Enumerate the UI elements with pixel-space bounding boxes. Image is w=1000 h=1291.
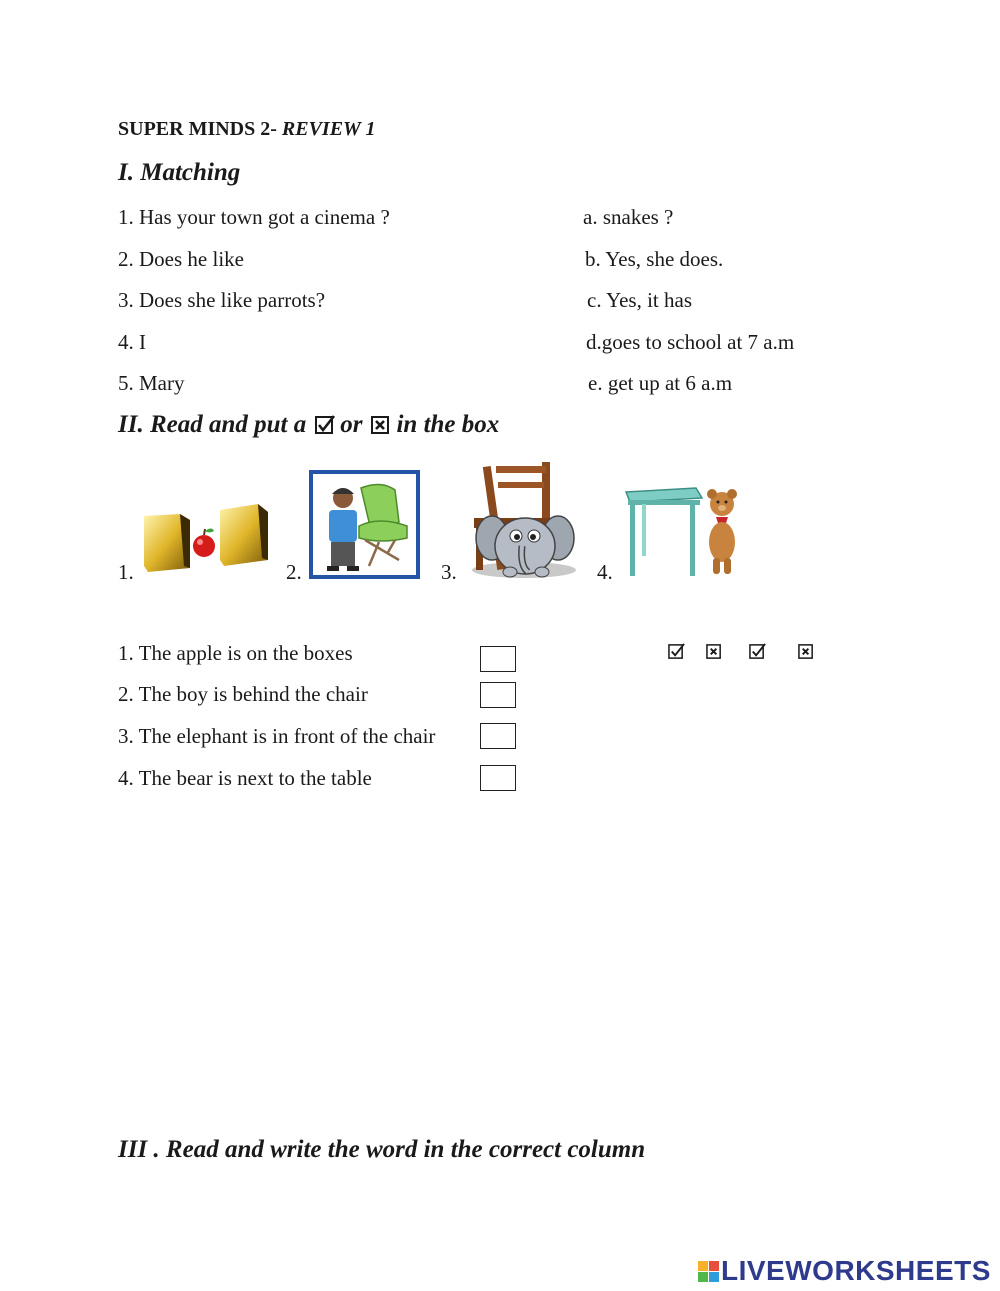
section2-title-start: II. Read and put a xyxy=(118,411,307,438)
answer-box-3[interactable] xyxy=(480,723,516,749)
logo-block-e xyxy=(709,1272,719,1282)
cross-box-icon[interactable] xyxy=(706,643,723,660)
picture-number-3: 3. xyxy=(441,560,457,584)
logo-block-l xyxy=(698,1261,708,1271)
matching-question-2: 2. Does he like xyxy=(118,247,244,271)
answer-box-1[interactable] xyxy=(480,646,516,672)
check-box-icon[interactable] xyxy=(749,643,766,660)
section2-title xyxy=(118,411,499,439)
section2-title-or: or xyxy=(340,411,363,438)
matching-question-3: 3. Does she like parrots? xyxy=(118,288,326,312)
matching-answer-a: a. snakes ? xyxy=(583,205,674,229)
answer-box-2[interactable] xyxy=(480,682,516,708)
logo-block-i xyxy=(709,1261,719,1271)
section1-title: I. Matching xyxy=(118,159,241,186)
table-bear-picture xyxy=(622,484,746,580)
matching-answer-d: d.goes to school at 7 a.m xyxy=(586,330,795,354)
elephant-chair-picture xyxy=(462,458,580,580)
picture-number-2: 2. xyxy=(286,560,302,584)
answer-box-4[interactable] xyxy=(480,765,516,791)
matching-question-5: 5. Mary xyxy=(118,371,185,395)
picture-number-1: 1. xyxy=(118,560,134,584)
header-prefix: SUPER MINDS 2- xyxy=(118,118,282,140)
cross-box-icon xyxy=(370,414,392,436)
sentence-2: 2. The boy is behind the chair xyxy=(118,682,368,706)
matching-answer-e: e. get up at 6 a.m xyxy=(588,371,733,395)
matching-answer-b: b. Yes, she does. xyxy=(585,247,724,271)
liveworksheets-logo xyxy=(698,1254,991,1288)
worksheet-header xyxy=(118,118,375,141)
sentence-3: 3. The elephant is in front of the chair xyxy=(118,724,436,748)
matching-question-4: 4. I xyxy=(118,330,146,354)
logo-blocks-icon xyxy=(698,1261,719,1282)
picture-number-4: 4. xyxy=(597,560,613,584)
boxes-apple-picture xyxy=(140,500,270,578)
logo-block-v xyxy=(698,1272,708,1282)
check-box-icon xyxy=(314,414,336,436)
logo-text: LIVEWORKSHEETS xyxy=(721,1255,991,1286)
section2-title-end: in the box xyxy=(396,411,500,438)
header-review: REVIEW 1 xyxy=(281,118,376,140)
check-box-icon[interactable] xyxy=(668,643,685,660)
section3-title: III . Read and write the word in the correct column xyxy=(118,1136,646,1163)
boy-chair-picture xyxy=(309,470,420,579)
sentence-4: 4. The bear is next to the table xyxy=(118,766,372,790)
matching-answer-c: c. Yes, it has xyxy=(587,288,693,312)
sentence-1: 1. The apple is on the boxes xyxy=(118,641,353,665)
matching-question-1: 1. Has your town got a cinema ? xyxy=(118,205,390,229)
cross-box-icon[interactable] xyxy=(798,643,815,660)
